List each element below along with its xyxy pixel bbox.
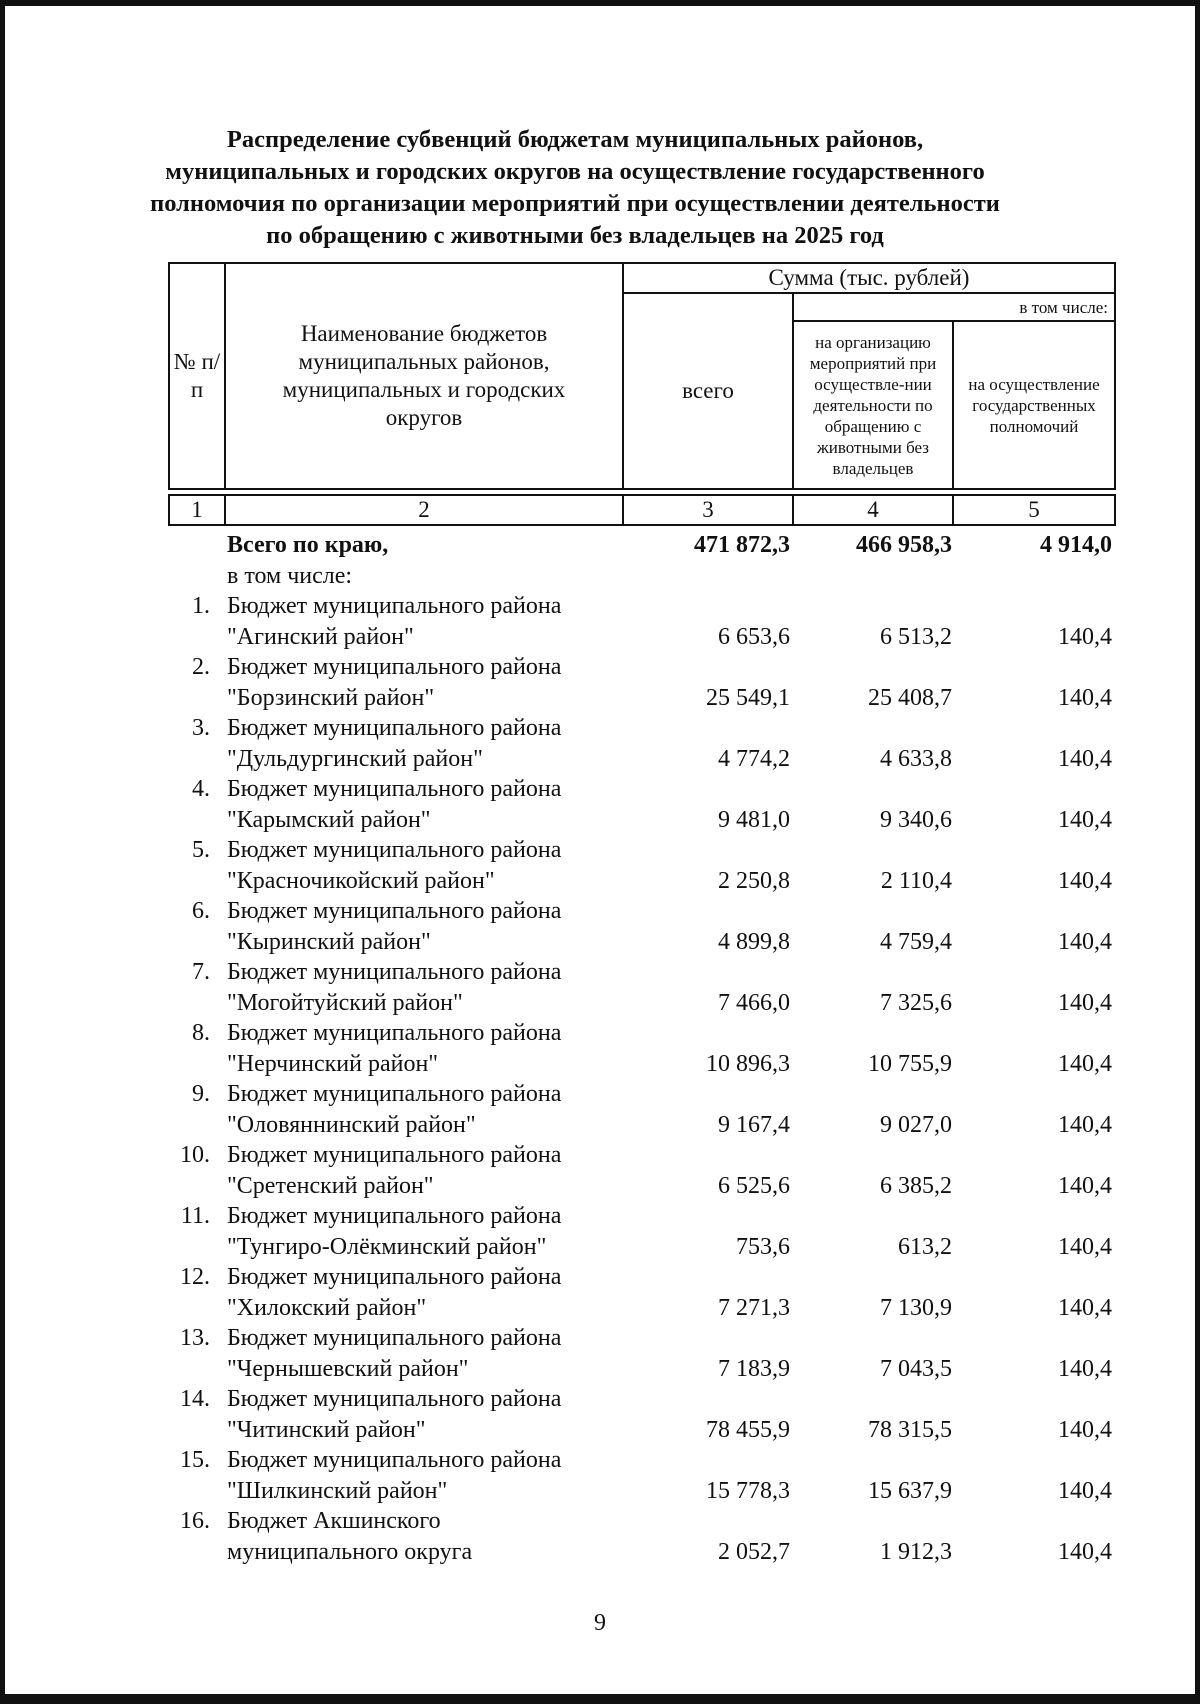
row-value-all: 9 481,0 — [718, 806, 790, 833]
including-row — [168, 561, 1114, 592]
row-value-all: 2 250,8 — [718, 867, 790, 894]
row-value-all: 25 549,1 — [706, 684, 790, 711]
row-value-organization: 15 637,9 — [868, 1477, 952, 1504]
row-value-organization: 78 315,5 — [868, 1416, 952, 1443]
row-name-line2: "Читинский район" — [227, 1416, 426, 1443]
total-value-organization: 466 958,3 — [856, 532, 952, 558]
row-value-all: 15 778,3 — [706, 1477, 790, 1504]
row-name-line2: "Сретенский район" — [227, 1172, 434, 1199]
table-row-values — [168, 1232, 1114, 1263]
header-col-name: Наименование бюджетов муниципальных районов, муниципальных и городских округов — [225, 263, 623, 489]
row-value-all: 4 774,2 — [718, 745, 790, 772]
item-rows — [168, 591, 1114, 1567]
row-value-all: 6 525,6 — [718, 1172, 790, 1199]
table-row-values — [168, 1354, 1114, 1385]
row-number: 16. — [180, 1508, 210, 1534]
table-row-values — [168, 1049, 1114, 1080]
row-value-organization: 613,2 — [898, 1233, 952, 1260]
row-name-line2: "Тунгиро-Олёкминский район" — [227, 1233, 547, 1260]
row-name-line1: Бюджет муниципального района — [227, 776, 562, 802]
page-border-left — [0, 0, 5, 1704]
row-value-organization: 25 408,7 — [868, 684, 952, 711]
row-name-line1: Бюджет муниципального района — [227, 1386, 562, 1412]
row-value-state: 140,4 — [1058, 1355, 1112, 1382]
row-value-all: 2 052,7 — [718, 1538, 790, 1565]
total-value-all: 471 872,3 — [694, 532, 790, 558]
table-row-values — [168, 1110, 1114, 1141]
table-row — [168, 591, 1114, 622]
table-row — [168, 1140, 1114, 1171]
row-number: 14. — [180, 1386, 210, 1412]
header-num-4: 4 — [793, 495, 953, 525]
page-border-bottom — [0, 1694, 1200, 1704]
row-number: 5. — [192, 837, 210, 863]
row-value-all: 7 183,9 — [718, 1355, 790, 1382]
row-name-line1: Бюджет муниципального района — [227, 898, 562, 924]
header-col-state-powers: на осуществление государственных полномочий — [953, 321, 1115, 489]
table-row — [168, 652, 1114, 683]
table-row — [168, 1445, 1114, 1476]
table-row — [168, 1201, 1114, 1232]
row-number: 7. — [192, 959, 210, 985]
table-row — [168, 835, 1114, 866]
table-row-values — [168, 1537, 1114, 1568]
total-label: Всего по краю, — [227, 532, 389, 558]
row-value-organization: 7 043,5 — [880, 1355, 952, 1382]
row-value-state: 140,4 — [1058, 684, 1112, 711]
row-value-all: 78 455,9 — [706, 1416, 790, 1443]
row-name-line2: "Могойтуйский район" — [227, 989, 463, 1016]
row-value-state: 140,4 — [1058, 867, 1112, 894]
row-value-organization: 1 912,3 — [880, 1538, 952, 1565]
row-value-organization: 7 325,6 — [880, 989, 952, 1016]
table-row — [168, 1079, 1114, 1110]
row-name-line1: Бюджет муниципального района — [227, 959, 562, 985]
row-name-line2: "Борзинский район" — [227, 684, 435, 711]
table-row — [168, 713, 1114, 744]
row-number: 15. — [180, 1447, 210, 1473]
document-title: Распределение субвенций бюджетам муниципальных районов, муниципальных и городских округов на осуществление государственного полномочия по организации мероприятий при осуществлении деятельности по обращению с животными без владельцев на 2025 год — [150, 126, 1000, 249]
row-value-state: 140,4 — [1058, 928, 1112, 955]
table-row-values — [168, 1415, 1114, 1446]
row-value-state: 140,4 — [1058, 1538, 1112, 1565]
table-row-values — [168, 927, 1114, 958]
row-value-organization: 6 385,2 — [880, 1172, 952, 1199]
row-number: 6. — [192, 898, 210, 924]
row-number: 8. — [192, 1020, 210, 1046]
row-name-line1: Бюджет муниципального района — [227, 1020, 562, 1046]
row-name-line1: Бюджет муниципального района — [227, 837, 562, 863]
row-name-line1: Бюджет муниципального района — [227, 593, 562, 619]
row-name-line2: "Чернышевский район" — [227, 1355, 469, 1382]
row-value-state: 140,4 — [1058, 1172, 1112, 1199]
table-row-values — [168, 866, 1114, 897]
row-value-state: 140,4 — [1058, 745, 1112, 772]
header-num-5: 5 — [953, 495, 1115, 525]
row-value-all: 6 653,6 — [718, 623, 790, 650]
table-row-values — [168, 988, 1114, 1019]
header-col-sum: Сумма (тыс. рублей) — [623, 263, 1115, 293]
header-num-3: 3 — [623, 495, 793, 525]
page-border-top — [0, 0, 1200, 6]
row-name-line1: Бюджет муниципального района — [227, 1142, 562, 1168]
header-col-number: № п/п — [169, 263, 225, 489]
table-row-values — [168, 683, 1114, 714]
row-number: 3. — [192, 715, 210, 741]
row-value-state: 140,4 — [1058, 1477, 1112, 1504]
header-col-organization: на организацию мероприятий при осуществле-нии деятельности по обращению с животными без владельцев — [793, 321, 953, 489]
row-name-line2: "Агинский район" — [227, 623, 414, 650]
row-value-state: 140,4 — [1058, 1233, 1112, 1260]
row-name-line1: Бюджет муниципального района — [227, 1081, 562, 1107]
row-number: 12. — [180, 1264, 210, 1290]
row-value-state: 140,4 — [1058, 989, 1112, 1016]
table-row — [168, 1018, 1114, 1049]
table-row-values — [168, 805, 1114, 836]
row-value-organization: 9 027,0 — [880, 1111, 952, 1138]
row-value-state: 140,4 — [1058, 1111, 1112, 1138]
row-value-organization: 9 340,6 — [880, 806, 952, 833]
row-value-state: 140,4 — [1058, 806, 1112, 833]
row-value-organization: 4 633,8 — [880, 745, 952, 772]
row-name-line1: Бюджет муниципального района — [227, 715, 562, 741]
row-number: 2. — [192, 654, 210, 680]
row-name-line1: Бюджет муниципального района — [227, 1203, 562, 1229]
table-body — [168, 530, 1114, 1567]
total-value-state: 4 914,0 — [1040, 532, 1112, 558]
including-label: в том числе: — [227, 562, 353, 589]
table-header — [168, 262, 1116, 526]
row-value-state: 140,4 — [1058, 1050, 1112, 1077]
table-row-values — [168, 1476, 1114, 1507]
row-name-line2: "Красночикойский район" — [227, 867, 495, 894]
row-name-line1: Бюджет муниципального района — [227, 654, 562, 680]
table-row — [168, 1323, 1114, 1354]
table-row — [168, 1262, 1114, 1293]
row-number: 1. — [192, 593, 210, 619]
row-name-line2: "Кыринский район" — [227, 928, 431, 955]
row-value-all: 10 896,3 — [706, 1050, 790, 1077]
row-value-state: 140,4 — [1058, 1294, 1112, 1321]
row-name-line1: Бюджет муниципального района — [227, 1325, 562, 1351]
table-row — [168, 774, 1114, 805]
row-name-line2: муниципального округа — [227, 1538, 473, 1565]
page-border-right — [1195, 0, 1200, 1704]
row-name-line2: "Шилкинский район" — [227, 1477, 448, 1504]
row-number: 11. — [180, 1203, 210, 1229]
row-value-all: 9 167,4 — [718, 1111, 790, 1138]
row-value-organization: 4 759,4 — [880, 928, 952, 955]
table-row-values — [168, 1293, 1114, 1324]
row-value-all: 4 899,8 — [718, 928, 790, 955]
row-number: 9. — [192, 1081, 210, 1107]
header-num-2: 2 — [225, 495, 623, 525]
row-number: 10. — [180, 1142, 210, 1168]
row-value-organization: 10 755,9 — [868, 1050, 952, 1077]
row-name-line1: Бюджет Акшинского — [227, 1508, 441, 1534]
table-row — [168, 896, 1114, 927]
row-name-line2: "Нерчинский район" — [227, 1050, 439, 1077]
row-number: 13. — [180, 1325, 210, 1351]
table-row — [168, 957, 1114, 988]
table-row-values — [168, 1171, 1114, 1202]
row-name-line2: "Хилокский район" — [227, 1294, 427, 1321]
header-num-1: 1 — [169, 495, 225, 525]
table-row-values — [168, 622, 1114, 653]
row-number: 4. — [192, 776, 210, 802]
row-value-organization: 7 130,9 — [880, 1294, 952, 1321]
row-value-organization: 6 513,2 — [880, 623, 952, 650]
table-row-values — [168, 744, 1114, 775]
page-number: 9 — [594, 1610, 606, 1636]
row-value-organization: 2 110,4 — [880, 867, 952, 894]
row-name-line2: "Оловяннинский район" — [227, 1111, 476, 1138]
row-value-all: 7 271,3 — [718, 1294, 790, 1321]
row-name-line1: Бюджет муниципального района — [227, 1447, 562, 1473]
table-row — [168, 1506, 1114, 1537]
header-col-including: в том числе: — [793, 293, 1115, 321]
row-name-line2: "Карымский район" — [227, 806, 431, 833]
row-name-line2: "Дульдургинский район" — [227, 745, 483, 772]
row-value-all: 7 466,0 — [718, 989, 790, 1016]
row-value-state: 140,4 — [1058, 623, 1112, 650]
total-row — [168, 530, 1114, 561]
row-value-state: 140,4 — [1058, 1416, 1112, 1443]
row-value-all: 753,6 — [736, 1233, 790, 1260]
header-col-total: всего — [623, 293, 793, 489]
row-name-line1: Бюджет муниципального района — [227, 1264, 562, 1290]
table-row — [168, 1384, 1114, 1415]
